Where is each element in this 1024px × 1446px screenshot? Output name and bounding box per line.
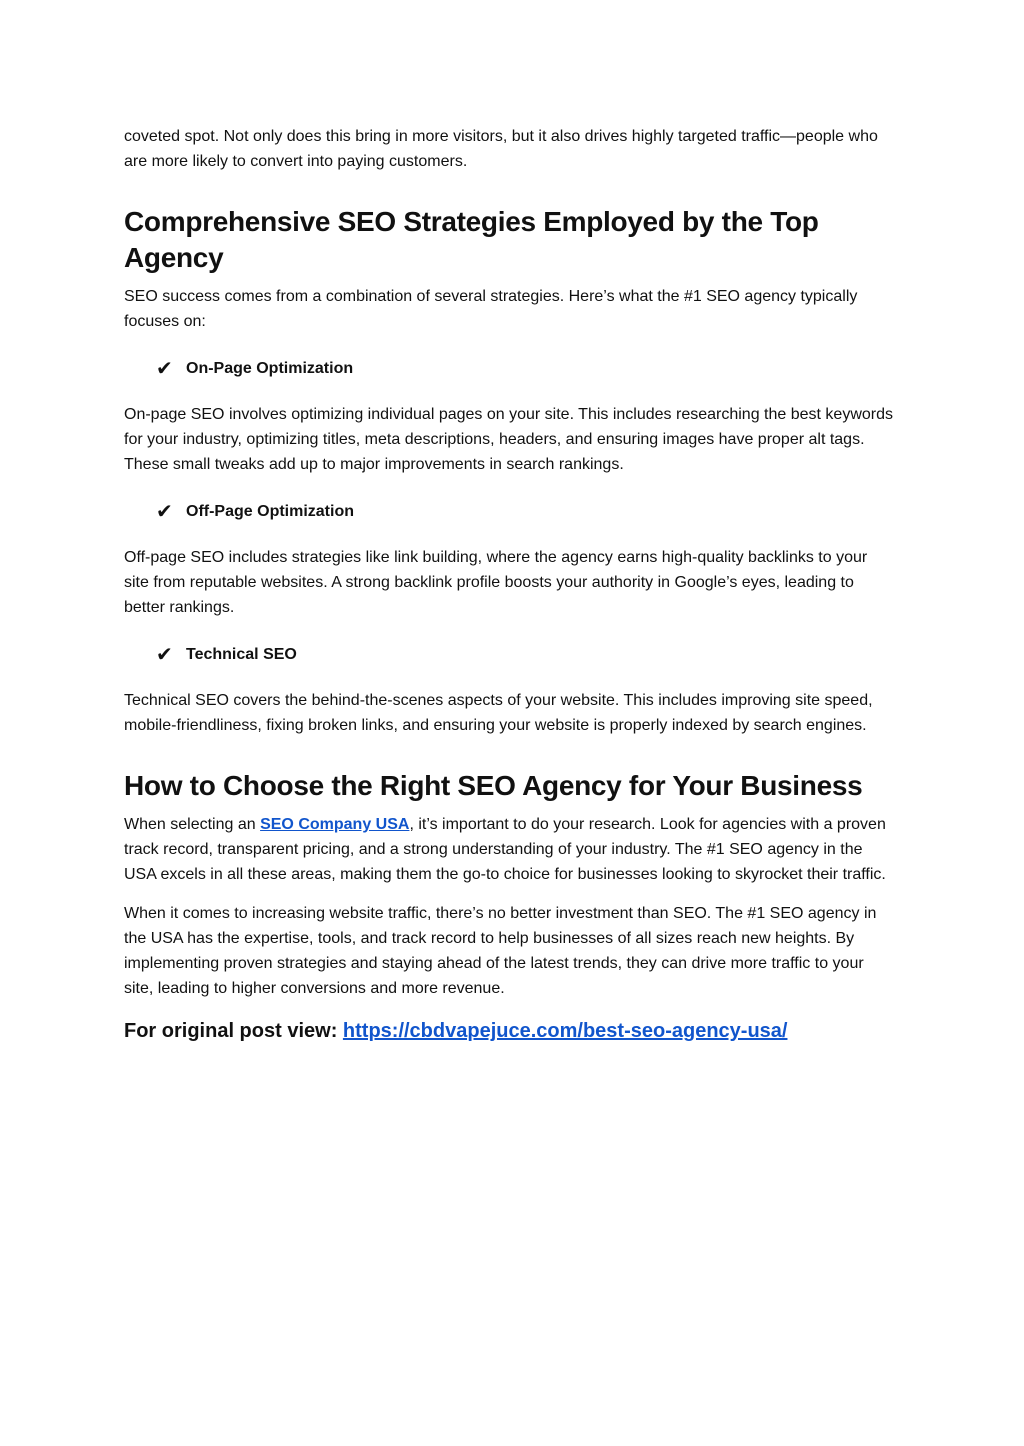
strategies-lead-paragraph: SEO success comes from a combination of several strategies. Here’s what the #1 SEO agency typically focuses on: xyxy=(124,288,858,330)
checkmark-icon: ✔ xyxy=(156,358,173,380)
section-heading-strategies: Comprehensive SEO Strategies Employed by the Top Agency xyxy=(124,206,819,273)
intro-paragraph: coveted spot. Not only does this bring in more visitors, but it also drives highly targeted traffic—people who are more likely to convert into paying customers. xyxy=(124,128,878,170)
checklist-item-label: Technical SEO xyxy=(186,646,297,663)
checkmark-icon: ✔ xyxy=(156,501,173,523)
original-post-label: For original post view: xyxy=(124,1020,343,1042)
conclusion-paragraph: When it comes to increasing website traffic, there’s no better investment than SEO. The #1 SEO agency in the USA has the expertise, tools, and track record to help businesses of all sizes reach new heights. By implementing proven strategies and staying ahead of the latest trends, they can drive more traffic to your site, leading to higher conversions and more revenue. xyxy=(124,905,877,997)
checklist-item-off-page xyxy=(156,499,896,525)
original-post-link[interactable]: https://cbdvapejuce.com/best-seo-agency-usa/ xyxy=(342,1020,788,1042)
technical-paragraph: Technical SEO covers the behind-the-scenes aspects of your website. This includes improving site speed, mobile-friendliness, fixing broken links, and ensuring your website is properly indexed by search engines. xyxy=(124,692,873,734)
paragraph-text: , it’s important to do your research. Look for agencies with a proven track record, transparent pricing, and a strong understanding of your industry. The #1 SEO agency in the USA excels in all these areas, making them the go-to choice for businesses looking to skyrocket their traffic. xyxy=(124,816,886,883)
off-page-paragraph: Off-page SEO includes strategies like link building, where the agency earns high-quality backlinks to your site from reputable websites. A strong backlink profile boosts your authority in Google’s eyes, leading to better rankings. xyxy=(124,549,868,616)
checkmark-icon: ✔ xyxy=(156,644,173,666)
choose-agency-paragraph xyxy=(124,812,896,887)
checklist-item-label: Off-Page Optimization xyxy=(186,503,354,520)
original-post-line xyxy=(124,1017,896,1045)
on-page-paragraph: On-page SEO involves optimizing individual pages on your site. This includes researching the best keywords for your industry, optimizing titles, meta descriptions, headers, and ensuring images have proper alt tags. These small tweaks add up to major improvements in search rankings. xyxy=(124,406,893,473)
document-page xyxy=(124,124,896,1045)
section-heading-choose-agency: How to Choose the Right SEO Agency for Your Business xyxy=(124,770,863,801)
checklist-item-on-page xyxy=(156,356,896,382)
paragraph-text: When selecting an xyxy=(124,816,261,833)
checklist-item-technical xyxy=(156,642,896,668)
seo-company-usa-link[interactable]: SEO Company USA xyxy=(260,816,410,833)
checklist-item-label: On-Page Optimization xyxy=(186,360,354,377)
